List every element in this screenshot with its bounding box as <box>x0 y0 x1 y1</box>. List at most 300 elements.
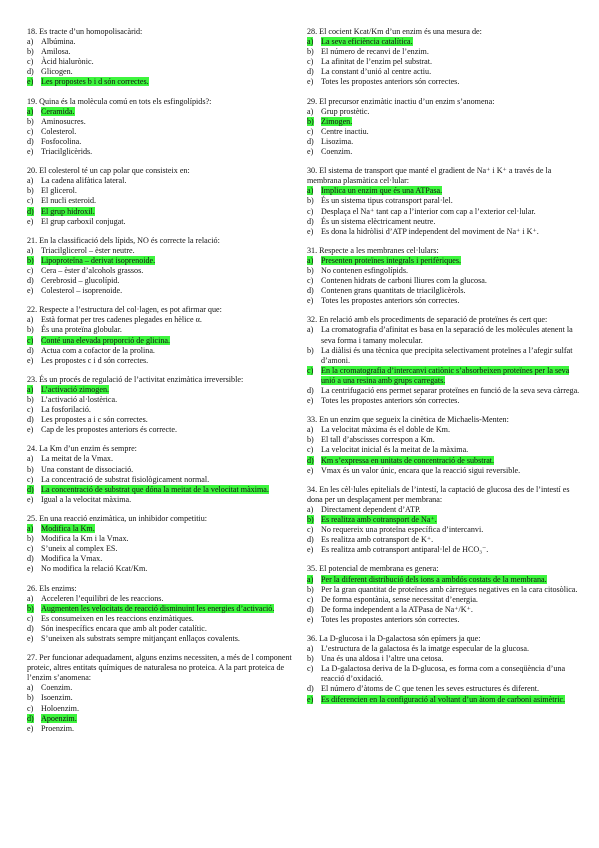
option-text <box>41 554 302 564</box>
question-stem: 28. El cocient Kcat/Km d’un enzim és una mesura de: <box>307 27 482 36</box>
option-text <box>41 346 302 356</box>
option-letter <box>27 276 41 286</box>
option-letter-text: b) <box>27 255 34 265</box>
option-letter-text: d) <box>27 67 34 77</box>
answer-option <box>307 217 582 227</box>
option-text <box>321 585 582 595</box>
option-letter <box>307 396 321 406</box>
answer-option <box>27 594 302 604</box>
option-letter-text: e) <box>307 147 314 157</box>
answer-option <box>307 147 582 157</box>
option-text <box>41 385 302 395</box>
option-letter-text: e) <box>307 77 314 87</box>
option-text-content: Les propostes b i d són correctes. <box>41 77 149 87</box>
question-stem: 35. El potencial de membrana es genera: <box>307 564 439 574</box>
option-text <box>41 217 302 227</box>
answer-option-highlighted <box>27 77 302 87</box>
answer-option <box>307 346 582 366</box>
answer-option <box>27 176 302 186</box>
answer-option <box>307 296 582 306</box>
option-letter <box>307 47 321 57</box>
answer-option <box>27 186 302 196</box>
option-text <box>41 495 302 505</box>
answer-option <box>27 217 302 227</box>
option-letter <box>307 207 321 217</box>
option-text-content: Augmenten les velocitats de reacció disminuint les energies d’activació. <box>41 603 275 613</box>
question-stem: 29. El precursor enzimàtic inactiu d’un enzim s’anomena: <box>307 96 495 106</box>
option-letter-text: c) <box>27 544 34 554</box>
option-letter <box>27 554 41 564</box>
option-text-content: Implica un enzim que és una ATPasa. <box>321 186 443 196</box>
answer-option-highlighted <box>27 524 302 534</box>
option-letter <box>27 704 41 714</box>
answer-option <box>27 395 302 405</box>
option-letter <box>27 724 41 734</box>
option-text <box>41 564 302 574</box>
option-text-content: S’uneix al complex ES. <box>41 544 118 554</box>
option-text <box>41 594 302 604</box>
answer-option <box>307 425 582 435</box>
option-text <box>41 614 302 624</box>
question-block <box>27 375 302 436</box>
answer-option <box>27 624 302 634</box>
option-text-content: Es consumeixen en les reaccions enzimàtiques. <box>41 613 194 623</box>
option-letter <box>27 137 41 147</box>
option-letter-text: d) <box>27 345 34 355</box>
answer-option-highlighted <box>307 695 582 705</box>
option-text-content: El grup hidroxil. <box>41 206 95 216</box>
option-letter-text: b) <box>27 116 34 126</box>
option-text <box>321 605 582 615</box>
question-block <box>27 305 302 366</box>
option-text <box>321 266 582 276</box>
answer-option <box>27 425 302 435</box>
option-text <box>321 325 582 345</box>
option-letter-text: b) <box>27 186 34 196</box>
answer-option <box>307 605 582 615</box>
option-text-content: Per la gran quantitat de proteïnes amb càrregues negatives en la cara citosòlica. <box>321 584 578 594</box>
option-letter <box>27 714 41 724</box>
answer-option-highlighted <box>27 604 302 614</box>
answer-option <box>27 266 302 276</box>
option-text <box>321 147 582 157</box>
option-text <box>321 117 582 127</box>
option-letter <box>27 495 41 505</box>
option-letter <box>307 605 321 615</box>
option-letter-text: e) <box>27 633 34 643</box>
option-letter <box>307 425 321 435</box>
answer-option <box>27 57 302 67</box>
option-letter <box>27 286 41 296</box>
option-letter <box>307 386 321 396</box>
answer-option <box>27 544 302 554</box>
question-block <box>307 246 582 307</box>
option-text-content: Desplaça el Na⁺ tant cap a l’interior com cap a l’exterior cel·lular. <box>321 206 536 216</box>
question-block <box>27 584 302 645</box>
option-text <box>321 515 582 525</box>
answer-option <box>27 47 302 57</box>
option-text-content: Es dona la hidròlisi d’ATP independent del moviment de Na⁺ i K⁺. <box>321 226 539 236</box>
option-letter <box>307 196 321 206</box>
option-letter <box>27 425 41 435</box>
option-letter-text: c) <box>307 664 314 674</box>
option-text <box>321 127 582 137</box>
option-text <box>41 137 302 147</box>
option-text <box>41 724 302 734</box>
option-letter <box>27 57 41 67</box>
option-text <box>41 454 302 464</box>
option-text-content: Km s’expressa en unitats de concentració de substrat. <box>321 455 495 465</box>
option-letter-text: a) <box>307 574 314 584</box>
option-text <box>41 704 302 714</box>
option-text <box>41 356 302 366</box>
option-letter-text: d) <box>307 684 314 694</box>
answer-option <box>307 127 582 137</box>
answer-option <box>27 683 302 693</box>
answer-option <box>27 475 302 485</box>
option-text <box>41 186 302 196</box>
question-block <box>307 315 582 406</box>
option-text <box>321 425 582 435</box>
option-letter <box>307 296 321 306</box>
option-letter <box>307 227 321 237</box>
option-text-content: La velocitat màxima és el doble de Km. <box>321 425 451 435</box>
option-text-content: Es realitza amb cotransport de Na⁺. <box>321 515 437 525</box>
option-letter-text: c) <box>307 126 314 136</box>
option-letter-text: a) <box>27 454 34 464</box>
question-stem: 22. Respecte a l’estructura del col·lagen, es pot afirmar que: <box>27 305 222 315</box>
option-text <box>41 524 302 534</box>
answer-option <box>307 137 582 147</box>
option-text <box>41 286 302 296</box>
option-text-content: Totes les propostes anteriors són correctes. <box>321 296 460 306</box>
question-block <box>27 444 302 505</box>
option-text <box>321 286 582 296</box>
answer-option <box>27 564 302 574</box>
option-text-content: La seva eficiència catalítica. <box>321 37 413 47</box>
answer-option-highlighted <box>307 575 582 585</box>
option-letter-text: e) <box>307 296 314 306</box>
option-letter-text: c) <box>307 445 314 455</box>
option-letter-text: d) <box>27 206 34 216</box>
option-text-content: Està format per tres cadenes plegades en hèlice α. <box>41 315 202 325</box>
option-letter <box>307 217 321 227</box>
option-text-content: La fosforilació. <box>41 405 91 415</box>
answer-option <box>307 276 582 286</box>
option-text-content: La centrifugació ens permet separar proteïnes en funció de la seva seva càrrega. <box>321 386 580 395</box>
option-text-content: L’estructura de la galactosa és la imatge especular de la glucosa. <box>321 644 530 654</box>
option-letter <box>27 415 41 425</box>
answer-option <box>307 664 582 684</box>
option-text-content: El número d’àtoms de C que tenen les seves estructures és diferent. <box>321 684 540 694</box>
option-text-content: De forma espontània, sense necessitat d’energia. <box>321 594 478 604</box>
option-letter-text: b) <box>307 584 314 594</box>
option-text-content: Totes les propostes anteriors són correctes. <box>321 396 460 406</box>
option-text <box>321 456 582 466</box>
option-text <box>41 147 302 157</box>
answer-option <box>307 227 582 237</box>
answer-option <box>307 585 582 595</box>
option-letter <box>307 695 321 705</box>
option-letter <box>307 525 321 535</box>
option-letter-text: e) <box>307 226 314 236</box>
answer-option-highlighted <box>27 385 302 395</box>
option-letter-text: c) <box>27 335 34 345</box>
option-letter <box>307 535 321 545</box>
option-letter-text: d) <box>307 604 314 614</box>
option-text-content: Es realitza amb cotransport antiparal·lel de HCO₃⁻. <box>321 545 489 555</box>
option-text-content: L’activació al·lostèrica. <box>41 395 118 404</box>
option-letter <box>307 147 321 157</box>
answer-option <box>307 684 582 694</box>
answer-option <box>307 396 582 406</box>
option-letter <box>27 325 41 335</box>
option-letter <box>27 454 41 464</box>
option-text-content: Les propostes a i c són correctes. <box>41 415 148 425</box>
question-block <box>27 97 302 158</box>
answer-option-highlighted <box>307 37 582 47</box>
option-letter-text: b) <box>307 265 314 275</box>
option-text-content: Coenzim. <box>41 683 73 693</box>
answer-option <box>27 127 302 137</box>
answer-option-highlighted <box>27 714 302 724</box>
option-text-content: És una proteïna globular. <box>41 325 122 335</box>
option-letter <box>27 47 41 57</box>
option-text-content: Grup prostètic. <box>321 106 370 116</box>
answer-option <box>307 67 582 77</box>
option-text-content: Lipoproteïna – derivat isoprenoide. <box>41 255 156 265</box>
question-block <box>307 166 582 237</box>
option-text <box>41 465 302 475</box>
option-text-content: La velocitat inicial és la meitat de la màxima. <box>321 445 469 455</box>
option-letter-text: b) <box>307 47 314 57</box>
option-letter-text: e) <box>27 286 34 296</box>
option-letter-text: e) <box>307 614 314 624</box>
option-letter <box>27 385 41 395</box>
option-letter <box>307 107 321 117</box>
option-letter-text: e) <box>27 723 34 733</box>
option-text-content: Acceleren l’equilibri de les reaccions. <box>41 593 164 603</box>
option-letter <box>307 435 321 445</box>
option-text-content: Fosfocolina. <box>41 136 82 146</box>
option-text-content: Triacilglicèrids. <box>41 147 93 157</box>
option-letter-text: d) <box>27 623 34 633</box>
option-text <box>321 346 582 366</box>
answer-option <box>27 534 302 544</box>
option-letter-text: b) <box>27 603 34 613</box>
option-letter-text: b) <box>307 515 314 525</box>
option-letter <box>27 683 41 693</box>
option-text <box>321 137 582 147</box>
option-letter <box>307 664 321 684</box>
answer-option-highlighted <box>27 336 302 346</box>
option-letter-text: a) <box>307 644 314 654</box>
option-letter-text: d) <box>307 286 314 296</box>
option-text <box>321 545 582 555</box>
answer-option-highlighted <box>307 256 582 266</box>
question-stem: 23. És un procés de regulació de l’activitat enzimàtica irreversible: <box>27 374 244 384</box>
answer-option <box>27 614 302 624</box>
answer-option <box>27 495 302 505</box>
option-text-content: Una constant de dissociació. <box>41 464 134 474</box>
option-text <box>41 107 302 117</box>
option-letter-text: d) <box>27 554 34 564</box>
question-stem: 36. La D-glucosa i la D-galactosa són epímers ja que: <box>307 633 481 643</box>
question-block <box>27 166 302 227</box>
option-letter-text: c) <box>27 57 34 67</box>
option-letter <box>27 465 41 475</box>
option-letter-text: a) <box>307 37 314 47</box>
answer-option <box>307 435 582 445</box>
question-stem: 31. Respecte a les membranes cel·lulars: <box>307 245 439 255</box>
option-text <box>41 176 302 186</box>
option-letter-text: d) <box>27 713 34 723</box>
option-text <box>41 207 302 217</box>
option-text-content: El tall d’abscisses correspon a Km. <box>321 435 435 445</box>
option-letter-text: a) <box>27 176 34 186</box>
option-letter-text: d) <box>27 136 34 146</box>
option-text <box>41 276 302 286</box>
option-letter-text: c) <box>307 594 314 604</box>
option-text <box>321 396 582 406</box>
option-text-content: Contenen grans quantitats de triacilglicèrols. <box>321 286 466 296</box>
option-letter-text: c) <box>27 474 34 484</box>
option-text <box>321 256 582 266</box>
answer-option <box>307 47 582 57</box>
option-text-content: Totes les propostes anteriors són correctes. <box>321 614 460 624</box>
option-letter <box>307 256 321 266</box>
option-text <box>321 196 582 206</box>
option-text-content: No contenen esfingolípids. <box>321 265 408 275</box>
option-text-content: Glicogen. <box>41 67 73 77</box>
option-text <box>321 366 582 386</box>
option-letter-text: c) <box>27 196 34 206</box>
option-text-content: Es diferencien en la configuració al voltant d’un àtom de carboni asimètric. <box>321 694 566 704</box>
option-text <box>321 276 582 286</box>
option-letter <box>27 246 41 256</box>
option-letter-text: c) <box>27 126 34 136</box>
option-text-content: Es realitza amb cotransport de K⁺. <box>321 535 434 545</box>
option-text <box>41 405 302 415</box>
option-text <box>321 535 582 545</box>
option-text <box>41 624 302 634</box>
option-text-content: Contenen hidrats de carboni lliures com la glucosa. <box>321 276 487 286</box>
option-letter <box>27 475 41 485</box>
option-letter-text: a) <box>307 255 314 265</box>
option-text-content: Àcid hialurònic. <box>41 57 94 67</box>
option-letter <box>307 346 321 366</box>
option-letter <box>27 266 41 276</box>
option-letter-text: e) <box>27 147 34 157</box>
option-letter-text: a) <box>27 683 34 693</box>
option-text-content: Modifica la Km i la Vmax. <box>41 534 129 544</box>
option-letter <box>27 594 41 604</box>
option-text-content: Presenten proteïnes integrals i perifèriques. <box>321 255 462 265</box>
option-text <box>321 207 582 217</box>
question-block <box>307 415 582 476</box>
option-text <box>321 435 582 445</box>
question-block <box>307 634 582 705</box>
question-stem: 24. La Km d’un enzim és sempre: <box>27 444 137 454</box>
option-letter-text: d) <box>307 136 314 146</box>
option-text <box>321 654 582 664</box>
option-text <box>321 296 582 306</box>
answer-option-highlighted <box>307 515 582 525</box>
question-stem: 32. En relació amb els procediments de separació de proteïnes és cert que: <box>307 315 548 325</box>
option-letter-text: c) <box>307 525 314 535</box>
option-letter <box>307 585 321 595</box>
option-letter <box>307 137 321 147</box>
option-letter-text: d) <box>307 386 314 395</box>
option-text <box>41 196 302 206</box>
option-letter-text: d) <box>307 455 314 465</box>
option-letter <box>307 456 321 466</box>
option-text-content: L’activació zimogen. <box>41 384 110 394</box>
option-text-content: Coenzim. <box>321 147 353 157</box>
option-text <box>321 186 582 196</box>
option-letter <box>27 336 41 346</box>
option-text <box>41 246 302 256</box>
option-text <box>321 664 582 684</box>
option-text <box>41 604 302 614</box>
option-text-content: És un sistema elèctricament neutre. <box>321 216 436 226</box>
option-letter <box>307 276 321 286</box>
option-text-content: Apoenzim. <box>41 713 77 723</box>
option-letter <box>27 405 41 415</box>
option-letter-text: e) <box>307 396 314 406</box>
option-letter-text: c) <box>27 613 34 623</box>
option-letter-text: c) <box>27 405 34 415</box>
option-text <box>41 395 302 405</box>
option-letter <box>27 624 41 634</box>
answer-option <box>27 346 302 356</box>
answer-option <box>27 286 302 296</box>
option-text <box>41 315 302 325</box>
option-text <box>41 325 302 335</box>
answer-option <box>27 117 302 127</box>
option-letter-text: a) <box>27 106 34 116</box>
option-letter <box>27 207 41 217</box>
option-letter <box>307 266 321 276</box>
answer-option <box>27 454 302 464</box>
option-text-content: El grup carboxil conjugat. <box>41 216 126 226</box>
option-letter-text: b) <box>307 116 314 126</box>
option-text-content: Per la diferent distribució dels ions a ambdós costats de la membrana. <box>321 574 547 584</box>
option-text-content: S’uneixen als substrats sempre mitjançant enllaços covalents. <box>41 633 240 643</box>
option-letter-text: c) <box>307 276 314 286</box>
option-text-content: Cerebrosid – glucolípid. <box>41 276 120 286</box>
option-letter-text: d) <box>307 535 314 545</box>
answer-option <box>27 405 302 415</box>
answer-option <box>27 325 302 335</box>
option-letter-text: c) <box>307 206 314 216</box>
option-letter <box>307 595 321 605</box>
option-text-content: Colesterol. <box>41 126 77 136</box>
option-letter-text: e) <box>27 355 34 365</box>
left-column <box>27 27 302 743</box>
right-column <box>307 27 582 714</box>
option-letter-text: b) <box>27 693 34 703</box>
option-letter-text: a) <box>27 524 34 534</box>
option-letter-text: c) <box>307 57 314 67</box>
answer-option <box>307 445 582 455</box>
option-text <box>321 386 582 396</box>
option-letter-text: e) <box>27 216 34 226</box>
answer-option <box>27 465 302 475</box>
option-letter <box>27 117 41 127</box>
option-letter-text: a) <box>27 315 34 325</box>
answer-option <box>27 276 302 286</box>
